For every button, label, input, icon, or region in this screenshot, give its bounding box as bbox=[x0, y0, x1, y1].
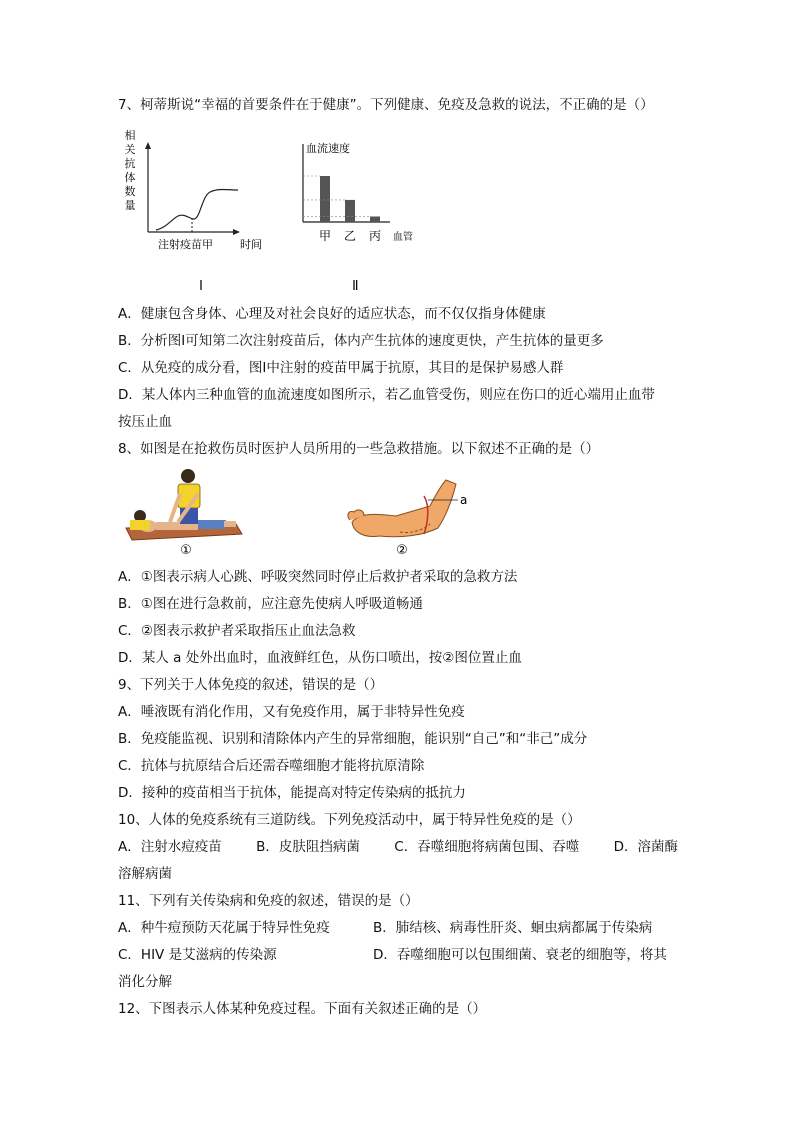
q8-stem: 8、如图是在抢救伤员时医护人员所用的一些急救措施。以下叙述不正确的是（） bbox=[118, 441, 600, 457]
tick-label-jia: 甲 bbox=[318, 229, 332, 243]
tick-label-bing: 丙 bbox=[368, 229, 382, 243]
antibody-graph bbox=[118, 124, 268, 264]
q9-option-d: D．接种的疫苗相当于抗体，能提高对特定传染病的抵抗力 bbox=[118, 785, 466, 801]
tick-label-yi: 乙 bbox=[343, 229, 357, 243]
q8-option-c: C．②图表示救护者采取指压止血法急救 bbox=[118, 623, 356, 639]
q7-option-c: C．从免疫的成分看，图Ⅰ中注射的疫苗甲属于抗原，其目的是保护易感人群 bbox=[118, 360, 564, 376]
q10-options bbox=[118, 838, 678, 856]
bar-1 bbox=[320, 176, 330, 222]
q10-option-d-cont: 溶解病菌 bbox=[118, 866, 172, 882]
graph1-caption: Ⅰ bbox=[199, 278, 203, 294]
y-label-char: 抗 bbox=[124, 157, 136, 170]
q11-option-b: B．肺结核、病毒性肝炎、蛔虫病都属于传染病 bbox=[373, 920, 653, 936]
q11-stem: 11、下列有关传染病和免疫的叙述，错误的是（） bbox=[118, 893, 419, 909]
y-label-char: 关 bbox=[124, 143, 136, 156]
pressure-illustration bbox=[340, 476, 480, 558]
q9-option-c: C．抗体与抗原结合后还需吞噬细胞才能将抗原清除 bbox=[118, 758, 425, 774]
x-axis-label: 血管 bbox=[393, 232, 413, 243]
q11-option-d-cont: 消化分解 bbox=[118, 974, 172, 990]
pointer-a: a bbox=[460, 493, 468, 507]
q7-option-b: B．分析图Ⅰ可知第二次注射疫苗后，体内产生抗体的速度更快，产生抗体的量更多 bbox=[118, 333, 604, 349]
y-label-char: 相 bbox=[124, 129, 136, 142]
q7-stem: 7、柯蒂斯说“幸福的首要条件在于健康”。下列健康、免疫及急救的说法，不正确的是（） bbox=[118, 97, 654, 113]
q7-option-d-cont: 按压止血 bbox=[118, 414, 172, 430]
q9-option-b: B．免疫能监视、识别和清除体内产生的异常细胞，能识别“自己”和“非己”成分 bbox=[118, 731, 588, 747]
blood-flow-chart bbox=[290, 134, 430, 246]
q11-option-d: D．吞噬细胞可以包围细菌、衰老的细胞等，将其 bbox=[373, 947, 667, 963]
antibody-curve bbox=[156, 190, 238, 231]
q7-option-a: A．健康包含身体、心理及对社会良好的适应状态，而不仅仅指身体健康 bbox=[118, 306, 546, 322]
graph2-caption: Ⅱ bbox=[352, 278, 359, 294]
q8-option-a: A．①图表示病人心跳、呼吸突然同时停止后救护者采取的急救方法 bbox=[118, 569, 518, 585]
y-label-char: 量 bbox=[124, 199, 136, 212]
q10-option-c: C．吞噬细胞将病菌包围、吞噬 bbox=[394, 839, 580, 855]
q11-option-a: A．种牛痘预防天花属于特异性免疫 bbox=[118, 920, 330, 936]
chart-title: 血流速度 bbox=[306, 142, 350, 155]
bar-2 bbox=[345, 200, 355, 222]
x-axis-mark: 注射疫苗甲 bbox=[158, 238, 213, 251]
q10-stem: 10、人体的免疫系统有三道防线。下列免疫活动中，属于特异性免疫的是（） bbox=[118, 812, 581, 828]
q12-stem: 12、下图表示人体某种免疫过程。下面有关叙述正确的是（） bbox=[118, 1001, 487, 1017]
q9-option-a: A．唾液既有消化作用，又有免疫作用，属于非特异性免疫 bbox=[118, 704, 465, 720]
q10-option-b: B．皮肤阻挡病菌 bbox=[256, 839, 360, 855]
x-axis-label: 时间 bbox=[240, 238, 262, 251]
cpr-illustration bbox=[118, 464, 248, 558]
q9-stem: 9、下列关于人体免疫的叙述，错误的是（） bbox=[118, 677, 384, 693]
q11-option-c: C．HIV 是艾滋病的传染源 bbox=[118, 947, 277, 963]
y-label-char: 数 bbox=[124, 185, 136, 198]
x-axis-arrow bbox=[233, 229, 240, 235]
bar-3 bbox=[370, 216, 380, 222]
figure-2-label: ② bbox=[396, 543, 408, 558]
q7-option-d: D．某人体内三种血管的血流速度如图所示，若乙血管受伤，则应在伤口的近心端用止血带 bbox=[118, 387, 655, 403]
q8-option-d: D．某人 a 处外出血时，血液鲜红色，从伤口喷出，按②图位置止血 bbox=[118, 650, 522, 666]
y-axis-arrow bbox=[145, 142, 151, 149]
q10-option-a: A．注射水痘疫苗 bbox=[118, 839, 222, 855]
figure-1-label: ① bbox=[180, 543, 192, 558]
q8-option-b: B．①图在进行急救前，应注意先使病人呼吸道畅通 bbox=[118, 596, 423, 612]
y-label-char: 体 bbox=[124, 171, 136, 184]
q10-option-d: D．溶菌酶 bbox=[613, 839, 678, 855]
